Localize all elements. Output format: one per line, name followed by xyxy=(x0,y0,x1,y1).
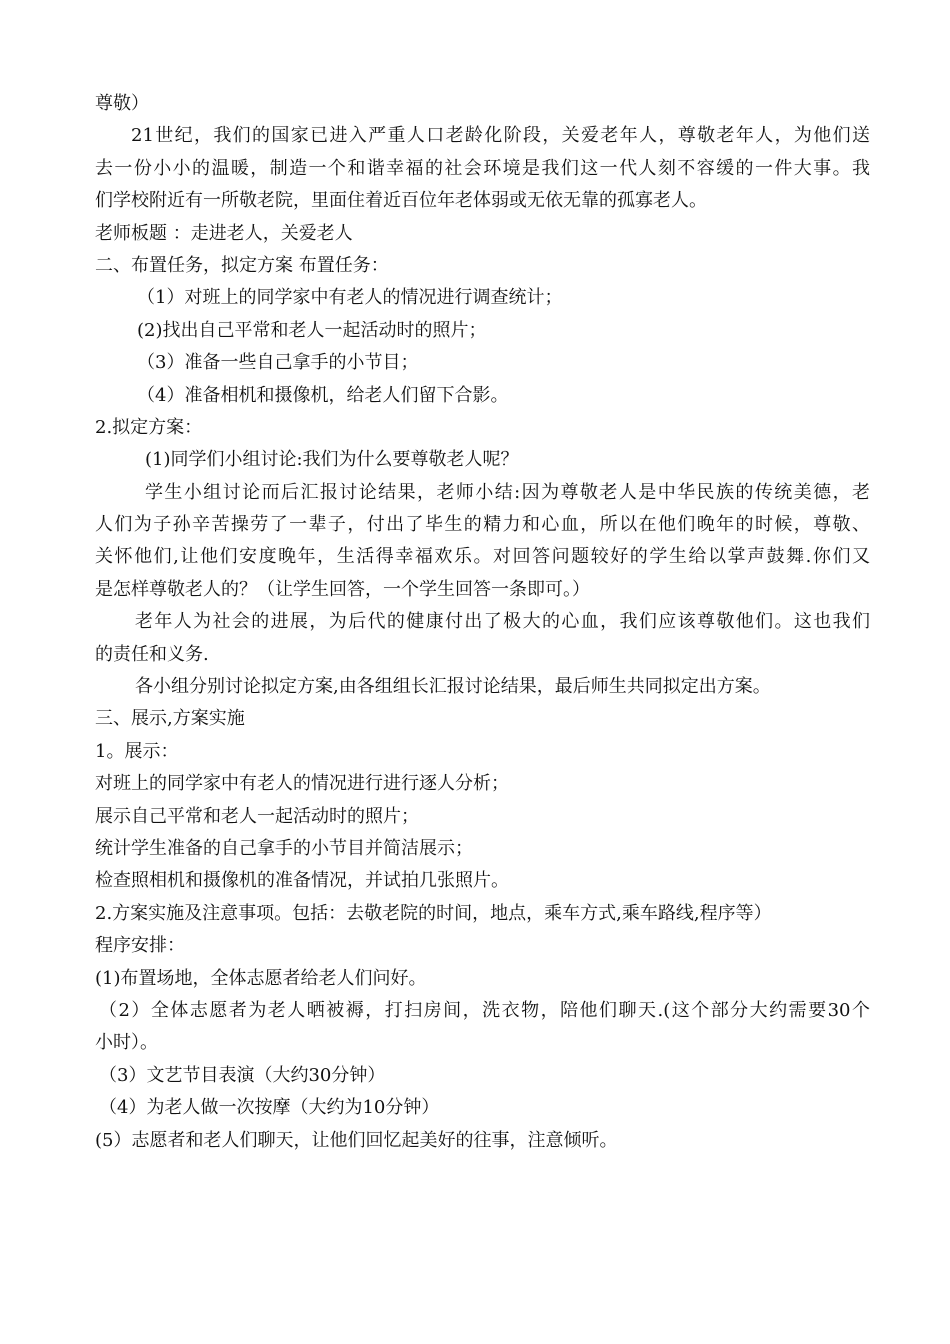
list-item: 展示自己平常和老人一起活动时的照片； xyxy=(95,805,419,827)
paragraph-line: 老年人为社会的进展，为后代的健康付出了极大的心血，我们应该尊敬他们。这也我们 xyxy=(135,611,870,633)
paragraph-line: 是怎样尊敬老人的？（让学生回答，一个学生回答一条即可。） xyxy=(95,578,590,600)
list-item: （4）为老人做一次按摩（大约为10分钟） xyxy=(99,1097,440,1119)
subsection-heading: 程序安排： xyxy=(95,935,185,957)
list-item: 小时）。 xyxy=(95,1032,158,1054)
list-item: （4）准备相机和摄像机，给老人们留下合影。 xyxy=(137,384,509,406)
section-heading: 三、展示,方案实施 xyxy=(95,708,245,730)
section-heading: 老师板题 ：走进老人，关爱老人 xyxy=(95,222,353,244)
paragraph-line: 学生小组讨论而后汇报讨论结果，老师小结:因为尊敬老人是中华民族的传统美德，老 xyxy=(145,481,870,503)
section-heading: 二、布置任务，拟定方案 布置任务： xyxy=(95,254,389,276)
list-item: 检查照相机和摄像机的准备情况，并试拍几张照片。 xyxy=(95,870,509,892)
list-item: (2)找出自己平常和老人一起活动时的照片； xyxy=(137,319,487,341)
list-item: 统计学生准备的自己拿手的小节目并简洁展示； xyxy=(95,837,473,859)
list-item: （3）准备一些自己拿手的小节目； xyxy=(137,352,419,374)
paragraph-line: 人们为子孙辛苦操劳了一辈子，付出了毕生的精力和心血，所以在他们晚年的时候，尊敬、 xyxy=(95,514,870,536)
paragraph-line: 21世纪，我们的国家已进入严重人口老龄化阶段，关爱老年人，尊敬老年人，为他们送 xyxy=(131,125,870,147)
list-item: (1)同学们小组讨论:我们为什么要尊敬老人呢？ xyxy=(145,449,519,471)
text-line: 尊敬） xyxy=(95,93,149,114)
section-heading: 2.拟定方案： xyxy=(95,416,203,438)
document-page xyxy=(95,88,870,1157)
list-item: （3）文艺节目表演（大约30分钟） xyxy=(99,1064,386,1086)
paragraph-line: 们学校附近有一所敬老院，里面住着近百位年老体弱或无依无靠的孤寡老人。 xyxy=(95,190,707,212)
paragraph-line: 的责任和义务. xyxy=(95,643,209,665)
list-item: 对班上的同学家中有老人的情况进行进行逐人分析； xyxy=(95,773,509,795)
paragraph-line: 去一份小小的温暖，制造一个和谐幸福的社会环境是我们这一代人刻不容缓的一件大事。我 xyxy=(95,157,870,179)
paragraph-line: 关怀他们,让他们安度晚年，生活得幸福欢乐。对回答问题较好的学生给以掌声鼓舞.你们又 xyxy=(95,546,870,568)
list-item: （2）全体志愿者为老人晒被褥，打扫房间，洗衣物，陪他们聊天.(这个部分大约需要30个 xyxy=(99,999,870,1021)
subsection-heading: 2.方案实施及注意事项。包括：去敬老院的时间，地点，乘车方式,乘车路线,程序等） xyxy=(95,902,772,924)
list-item: （1）对班上的同学家中有老人的情况进行调查统计； xyxy=(137,287,563,309)
list-item: (1)布置场地，全体志愿者给老人们问好。 xyxy=(95,967,427,989)
subsection-heading: 1。展示： xyxy=(95,740,179,762)
list-item: (5）志愿者和老人们聊天，让他们回忆起美好的往事，注意倾听。 xyxy=(95,1129,618,1151)
paragraph-line: 各小组分别讨论拟定方案,由各组组长汇报讨论结果，最后师生共同拟定出方案。 xyxy=(135,676,771,698)
